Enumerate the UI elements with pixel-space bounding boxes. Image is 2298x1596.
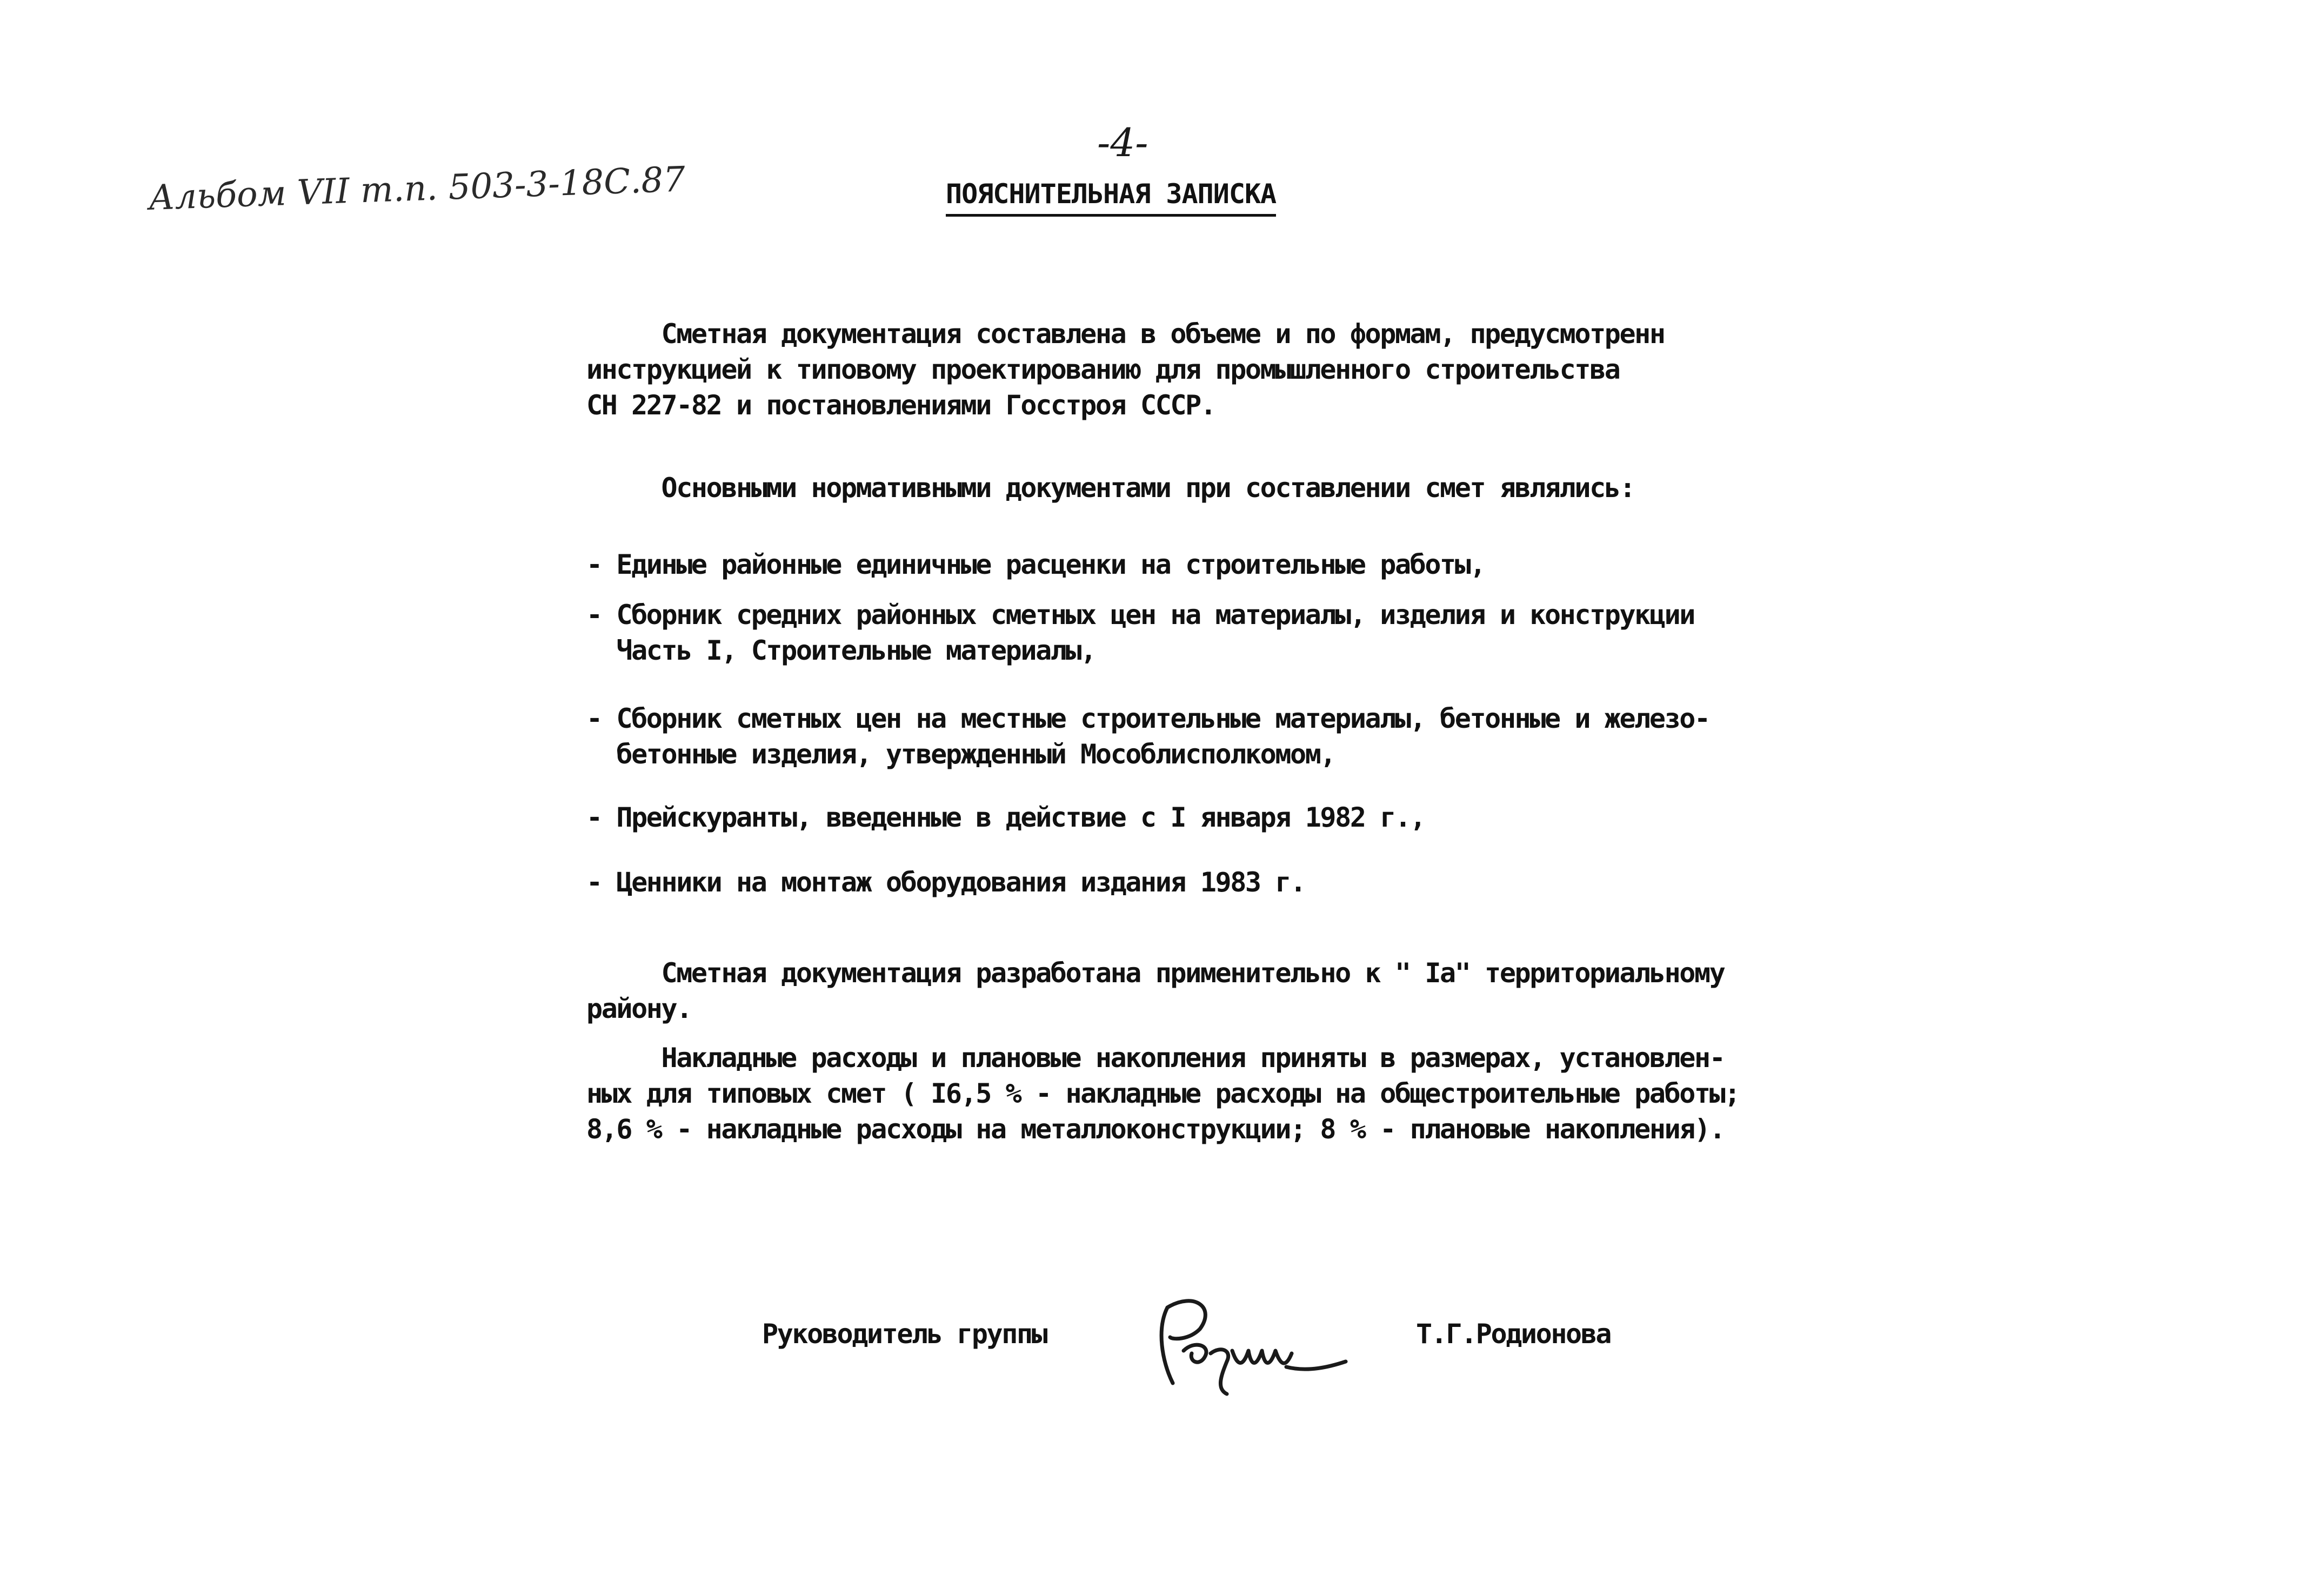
paragraph-scope: Сметная документация составлена в объеме и по формам, предусмотренн инструкцией к типовому проектированию для промышленного строительства СН 227-82 и постановлениями Госстроя СССР. bbox=[586, 318, 1665, 421]
paragraph-territorial-region: Сметная документация разработана применительно к " Iа" территориальному району. bbox=[586, 957, 1725, 1024]
handwritten-signature bbox=[1146, 1286, 1351, 1399]
list-item: - Сборник средних районных сметных цен на материалы, изделия и конструкции Часть I, Строительные материалы, bbox=[586, 599, 1694, 666]
signatory-role: Руководитель группы bbox=[762, 1318, 1047, 1350]
page-number: -4- bbox=[1097, 120, 1148, 165]
paragraph-overhead-costs: Накладные расходы и плановые накопления приняты в размерах, установлен- ных для типовых смет ( I6,5 % - накладные расходы на общестроительные работы; 8,6 % - накладные расходы на металлоконструкции; 8 % - плановые накопления). bbox=[586, 1042, 1740, 1145]
list-item: - Единые районные единичные расценки на строительные работы, bbox=[586, 549, 1485, 580]
list-item: - Прейскуранты, введенные в действие с I января 1982 г., bbox=[586, 802, 1425, 833]
paragraph-normative-intro: Основными нормативными документами при составлении смет являлись: bbox=[586, 472, 1635, 504]
signatory-name: Т.Г.Родионова bbox=[1416, 1318, 1611, 1350]
list-item: - Сборник сметных цен на местные строительные материалы, бетонные и железо- бетонные изделия, утвержденный Мособлисполкомом, bbox=[586, 703, 1709, 770]
album-annotation: Альбом VII т.п. 503-3-18С.87 bbox=[148, 159, 686, 218]
list-item: - Ценники на монтаж оборудования издания 1983 г. bbox=[586, 867, 1305, 898]
signature-block bbox=[0, 1297, 2298, 1405]
document-title: ПОЯСНИТЕЛЬНАЯ ЗАПИСКА bbox=[946, 178, 1276, 217]
